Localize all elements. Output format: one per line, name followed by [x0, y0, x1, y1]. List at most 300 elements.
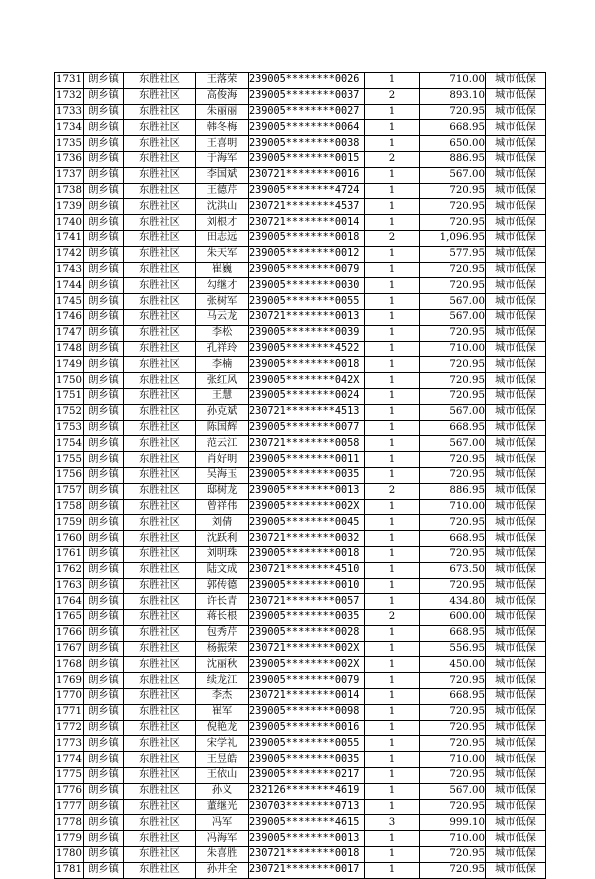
community-cell: 东胜社区: [124, 736, 196, 752]
id-number-cell: 239005********0018: [249, 546, 365, 562]
amount-cell: 556.95: [420, 641, 486, 657]
id-number-cell: 239005********0098: [249, 704, 365, 720]
township-cell: 朗乡镇: [84, 594, 124, 610]
assistance-type-cell: 城市低保: [486, 262, 546, 278]
household-size-cell: 2: [365, 483, 420, 499]
table-row: [55, 294, 546, 310]
assistance-type-cell: 城市低保: [486, 278, 546, 294]
row-number: 1773: [55, 736, 84, 752]
table-row: [55, 467, 546, 483]
name-cell: 孔祥玲: [196, 341, 249, 357]
table-row: [55, 309, 546, 325]
household-size-cell: 1: [365, 404, 420, 420]
assistance-type-cell: 城市低保: [486, 120, 546, 136]
row-number: 1762: [55, 562, 84, 578]
id-number-cell: 239005********0079: [249, 673, 365, 689]
table-row: [55, 831, 546, 847]
amount-cell: 567.00: [420, 167, 486, 183]
household-size-cell: 1: [365, 136, 420, 152]
roster-table: [54, 72, 546, 879]
township-cell: 朗乡镇: [84, 483, 124, 499]
household-size-cell: 1: [365, 199, 420, 215]
id-number-cell: 239005********0037: [249, 88, 365, 104]
table-row: [55, 783, 546, 799]
name-cell: 杨振荣: [196, 641, 249, 657]
amount-cell: 650.00: [420, 136, 486, 152]
community-cell: 东胜社区: [124, 278, 196, 294]
household-size-cell: 1: [365, 420, 420, 436]
name-cell: 孙克斌: [196, 404, 249, 420]
id-number-cell: 239005********0035: [249, 752, 365, 768]
community-cell: 东胜社区: [124, 309, 196, 325]
table-row: [55, 199, 546, 215]
id-number-cell: 230721********0058: [249, 436, 365, 452]
row-number: 1761: [55, 546, 84, 562]
community-cell: 东胜社区: [124, 136, 196, 152]
table-row: [55, 215, 546, 231]
household-size-cell: 1: [365, 309, 420, 325]
row-number: 1781: [55, 862, 84, 878]
township-cell: 朗乡镇: [84, 294, 124, 310]
assistance-type-cell: 城市低保: [486, 720, 546, 736]
amount-cell: 999.10: [420, 815, 486, 831]
community-cell: 东胜社区: [124, 199, 196, 215]
township-cell: 朗乡镇: [84, 783, 124, 799]
id-number-cell: 239005********0011: [249, 452, 365, 468]
community-cell: 东胜社区: [124, 294, 196, 310]
name-cell: 吴海玉: [196, 467, 249, 483]
assistance-type-cell: 城市低保: [486, 831, 546, 847]
household-size-cell: 1: [365, 452, 420, 468]
amount-cell: 567.00: [420, 783, 486, 799]
row-number: 1740: [55, 215, 84, 231]
name-cell: 王慧: [196, 388, 249, 404]
name-cell: 曾祥伟: [196, 499, 249, 515]
township-cell: 朗乡镇: [84, 199, 124, 215]
amount-cell: 886.95: [420, 483, 486, 499]
assistance-type-cell: 城市低保: [486, 610, 546, 626]
amount-cell: 886.95: [420, 151, 486, 167]
row-number: 1765: [55, 610, 84, 626]
row-number: 1752: [55, 404, 84, 420]
township-cell: 朗乡镇: [84, 136, 124, 152]
community-cell: 东胜社区: [124, 673, 196, 689]
id-number-cell: 239005********042X: [249, 373, 365, 389]
community-cell: 东胜社区: [124, 578, 196, 594]
township-cell: 朗乡镇: [84, 120, 124, 136]
household-size-cell: 1: [365, 594, 420, 610]
assistance-type-cell: 城市低保: [486, 420, 546, 436]
id-number-cell: 239005********0013: [249, 483, 365, 499]
row-number: 1746: [55, 309, 84, 325]
id-number-cell: 239005********4522: [249, 341, 365, 357]
table-row: [55, 420, 546, 436]
assistance-type-cell: 城市低保: [486, 578, 546, 594]
name-cell: 于海军: [196, 151, 249, 167]
name-cell: 邸树龙: [196, 483, 249, 499]
household-size-cell: 1: [365, 847, 420, 863]
table-row: [55, 531, 546, 547]
assistance-type-cell: 城市低保: [486, 815, 546, 831]
household-size-cell: 1: [365, 104, 420, 120]
amount-cell: 1,096.95: [420, 230, 486, 246]
table-row: [55, 546, 546, 562]
table-row: [55, 230, 546, 246]
household-size-cell: 1: [365, 515, 420, 531]
household-size-cell: 1: [365, 831, 420, 847]
community-cell: 东胜社区: [124, 610, 196, 626]
township-cell: 朗乡镇: [84, 230, 124, 246]
amount-cell: 567.00: [420, 436, 486, 452]
name-cell: 张红风: [196, 373, 249, 389]
household-size-cell: 1: [365, 657, 420, 673]
township-cell: 朗乡镇: [84, 262, 124, 278]
row-number: 1771: [55, 704, 84, 720]
township-cell: 朗乡镇: [84, 215, 124, 231]
row-number: 1758: [55, 499, 84, 515]
community-cell: 东胜社区: [124, 704, 196, 720]
table-row: [55, 357, 546, 373]
id-number-cell: 239005********0028: [249, 625, 365, 641]
row-number: 1756: [55, 467, 84, 483]
table-row: [55, 246, 546, 262]
household-size-cell: 1: [365, 373, 420, 389]
name-cell: 董继光: [196, 799, 249, 815]
amount-cell: 720.95: [420, 546, 486, 562]
row-number: 1766: [55, 625, 84, 641]
township-cell: 朗乡镇: [84, 183, 124, 199]
assistance-type-cell: 城市低保: [486, 657, 546, 673]
community-cell: 东胜社区: [124, 594, 196, 610]
id-number-cell: 239005********0026: [249, 73, 365, 89]
id-number-cell: 230721********0013: [249, 309, 365, 325]
household-size-cell: 1: [365, 752, 420, 768]
assistance-type-cell: 城市低保: [486, 531, 546, 547]
community-cell: 东胜社区: [124, 499, 196, 515]
amount-cell: 668.95: [420, 689, 486, 705]
id-number-cell: 239005********0010: [249, 578, 365, 594]
township-cell: 朗乡镇: [84, 704, 124, 720]
township-cell: 朗乡镇: [84, 278, 124, 294]
community-cell: 东胜社区: [124, 373, 196, 389]
township-cell: 朗乡镇: [84, 815, 124, 831]
township-cell: 朗乡镇: [84, 325, 124, 341]
amount-cell: 577.95: [420, 246, 486, 262]
household-size-cell: 1: [365, 546, 420, 562]
community-cell: 东胜社区: [124, 436, 196, 452]
name-cell: 沈跃利: [196, 531, 249, 547]
name-cell: 肖好明: [196, 452, 249, 468]
township-cell: 朗乡镇: [84, 657, 124, 673]
table-row: [55, 847, 546, 863]
id-number-cell: 230721********0016: [249, 167, 365, 183]
amount-cell: 668.95: [420, 420, 486, 436]
assistance-type-cell: 城市低保: [486, 136, 546, 152]
amount-cell: 720.95: [420, 768, 486, 784]
id-number-cell: 239005********0018: [249, 357, 365, 373]
assistance-type-cell: 城市低保: [486, 546, 546, 562]
township-cell: 朗乡镇: [84, 88, 124, 104]
row-number: 1779: [55, 831, 84, 847]
id-number-cell: 239005********0027: [249, 104, 365, 120]
table-row: [55, 452, 546, 468]
name-cell: 朱天军: [196, 246, 249, 262]
household-size-cell: 1: [365, 562, 420, 578]
row-number: 1768: [55, 657, 84, 673]
id-number-cell: 239005********0016: [249, 720, 365, 736]
amount-cell: 720.95: [420, 262, 486, 278]
amount-cell: 720.95: [420, 673, 486, 689]
table-row: [55, 562, 546, 578]
assistance-type-cell: 城市低保: [486, 246, 546, 262]
table-row: [55, 641, 546, 657]
community-cell: 东胜社区: [124, 752, 196, 768]
row-number: 1776: [55, 783, 84, 799]
assistance-type-cell: 城市低保: [486, 467, 546, 483]
township-cell: 朗乡镇: [84, 847, 124, 863]
community-cell: 东胜社区: [124, 262, 196, 278]
assistance-type-cell: 城市低保: [486, 641, 546, 657]
row-number: 1763: [55, 578, 84, 594]
township-cell: 朗乡镇: [84, 499, 124, 515]
township-cell: 朗乡镇: [84, 689, 124, 705]
assistance-type-cell: 城市低保: [486, 483, 546, 499]
table-row: [55, 515, 546, 531]
table-row: [55, 657, 546, 673]
township-cell: 朗乡镇: [84, 467, 124, 483]
row-number: 1755: [55, 452, 84, 468]
name-cell: 倪艳龙: [196, 720, 249, 736]
table-row: [55, 404, 546, 420]
row-number: 1747: [55, 325, 84, 341]
township-cell: 朗乡镇: [84, 641, 124, 657]
row-number: 1745: [55, 294, 84, 310]
table-row: [55, 815, 546, 831]
name-cell: 刘明珠: [196, 546, 249, 562]
community-cell: 东胜社区: [124, 546, 196, 562]
assistance-type-cell: 城市低保: [486, 341, 546, 357]
id-number-cell: 230721********4513: [249, 404, 365, 420]
township-cell: 朗乡镇: [84, 831, 124, 847]
community-cell: 东胜社区: [124, 815, 196, 831]
household-size-cell: 2: [365, 230, 420, 246]
community-cell: 东胜社区: [124, 246, 196, 262]
township-cell: 朗乡镇: [84, 546, 124, 562]
row-number: 1750: [55, 373, 84, 389]
table-row: [55, 673, 546, 689]
community-cell: 东胜社区: [124, 120, 196, 136]
assistance-type-cell: 城市低保: [486, 499, 546, 515]
id-number-cell: 239005********0055: [249, 736, 365, 752]
id-number-cell: 239005********0217: [249, 768, 365, 784]
household-size-cell: 1: [365, 388, 420, 404]
township-cell: 朗乡镇: [84, 862, 124, 878]
id-number-cell: 239005********0064: [249, 120, 365, 136]
household-size-cell: 1: [365, 183, 420, 199]
name-cell: 崔巍: [196, 262, 249, 278]
community-cell: 东胜社区: [124, 452, 196, 468]
amount-cell: 450.00: [420, 657, 486, 673]
township-cell: 朗乡镇: [84, 341, 124, 357]
amount-cell: 720.95: [420, 862, 486, 878]
assistance-type-cell: 城市低保: [486, 151, 546, 167]
table-row: [55, 625, 546, 641]
amount-cell: 600.00: [420, 610, 486, 626]
amount-cell: 434.80: [420, 594, 486, 610]
name-cell: 李杰: [196, 689, 249, 705]
id-number-cell: 230721********002X: [249, 641, 365, 657]
amount-cell: 720.95: [420, 799, 486, 815]
amount-cell: 720.95: [420, 325, 486, 341]
assistance-type-cell: 城市低保: [486, 167, 546, 183]
township-cell: 朗乡镇: [84, 768, 124, 784]
community-cell: 东胜社区: [124, 88, 196, 104]
name-cell: 陆文成: [196, 562, 249, 578]
id-number-cell: 239005********0035: [249, 610, 365, 626]
name-cell: 朱喜胜: [196, 847, 249, 863]
amount-cell: 567.00: [420, 294, 486, 310]
township-cell: 朗乡镇: [84, 736, 124, 752]
id-number-cell: 239005********0018: [249, 230, 365, 246]
assistance-type-cell: 城市低保: [486, 373, 546, 389]
table-row: [55, 136, 546, 152]
table-row: [55, 768, 546, 784]
table-row: [55, 183, 546, 199]
township-cell: 朗乡镇: [84, 151, 124, 167]
name-cell: 许长青: [196, 594, 249, 610]
name-cell: 续龙江: [196, 673, 249, 689]
name-cell: 刘根才: [196, 215, 249, 231]
household-size-cell: 1: [365, 341, 420, 357]
household-size-cell: 1: [365, 625, 420, 641]
assistance-type-cell: 城市低保: [486, 309, 546, 325]
assistance-type-cell: 城市低保: [486, 104, 546, 120]
id-number-cell: 230721********0014: [249, 689, 365, 705]
name-cell: 沈洪山: [196, 199, 249, 215]
table-row: [55, 278, 546, 294]
amount-cell: 668.95: [420, 625, 486, 641]
assistance-type-cell: 城市低保: [486, 847, 546, 863]
id-number-cell: 239005********0055: [249, 294, 365, 310]
household-size-cell: 1: [365, 578, 420, 594]
name-cell: 包秀芹: [196, 625, 249, 641]
household-size-cell: 1: [365, 799, 420, 815]
table-row: [55, 704, 546, 720]
household-size-cell: 1: [365, 704, 420, 720]
row-number: 1733: [55, 104, 84, 120]
name-cell: 王德芹: [196, 183, 249, 199]
name-cell: 陈国辉: [196, 420, 249, 436]
township-cell: 朗乡镇: [84, 578, 124, 594]
assistance-type-cell: 城市低保: [486, 215, 546, 231]
assistance-type-cell: 城市低保: [486, 783, 546, 799]
amount-cell: 710.00: [420, 831, 486, 847]
township-cell: 朗乡镇: [84, 625, 124, 641]
household-size-cell: 1: [365, 641, 420, 657]
household-size-cell: 1: [365, 862, 420, 878]
amount-cell: 720.95: [420, 388, 486, 404]
name-cell: 王落荣: [196, 73, 249, 89]
community-cell: 东胜社区: [124, 831, 196, 847]
amount-cell: 720.95: [420, 199, 486, 215]
id-number-cell: 239005********0015: [249, 151, 365, 167]
community-cell: 东胜社区: [124, 357, 196, 373]
household-size-cell: 1: [365, 673, 420, 689]
township-cell: 朗乡镇: [84, 420, 124, 436]
amount-cell: 720.95: [420, 467, 486, 483]
amount-cell: 720.95: [420, 357, 486, 373]
id-number-cell: 239005********0079: [249, 262, 365, 278]
assistance-type-cell: 城市低保: [486, 689, 546, 705]
name-cell: 冯海军: [196, 831, 249, 847]
row-number: 1734: [55, 120, 84, 136]
township-cell: 朗乡镇: [84, 436, 124, 452]
household-size-cell: 1: [365, 246, 420, 262]
household-size-cell: 1: [365, 531, 420, 547]
township-cell: 朗乡镇: [84, 388, 124, 404]
name-cell: 冯军: [196, 815, 249, 831]
township-cell: 朗乡镇: [84, 799, 124, 815]
household-size-cell: 1: [365, 167, 420, 183]
community-cell: 东胜社区: [124, 215, 196, 231]
assistance-type-cell: 城市低保: [486, 230, 546, 246]
household-size-cell: 1: [365, 325, 420, 341]
assistance-type-cell: 城市低保: [486, 594, 546, 610]
name-cell: 高俊海: [196, 88, 249, 104]
community-cell: 东胜社区: [124, 183, 196, 199]
township-cell: 朗乡镇: [84, 246, 124, 262]
community-cell: 东胜社区: [124, 799, 196, 815]
household-size-cell: 1: [365, 215, 420, 231]
table-row: [55, 799, 546, 815]
assistance-type-cell: 城市低保: [486, 704, 546, 720]
name-cell: 田志远: [196, 230, 249, 246]
row-number: 1767: [55, 641, 84, 657]
community-cell: 东胜社区: [124, 768, 196, 784]
name-cell: 孙井全: [196, 862, 249, 878]
community-cell: 东胜社区: [124, 862, 196, 878]
assistance-type-cell: 城市低保: [486, 452, 546, 468]
amount-cell: 893.10: [420, 88, 486, 104]
household-size-cell: 1: [365, 262, 420, 278]
table-row: [55, 720, 546, 736]
id-number-cell: 230721********0017: [249, 862, 365, 878]
name-cell: 李楠: [196, 357, 249, 373]
community-cell: 东胜社区: [124, 847, 196, 863]
id-number-cell: 232126********4619: [249, 783, 365, 799]
assistance-type-cell: 城市低保: [486, 73, 546, 89]
amount-cell: 720.95: [420, 278, 486, 294]
township-cell: 朗乡镇: [84, 104, 124, 120]
household-size-cell: 1: [365, 783, 420, 799]
row-number: 1760: [55, 531, 84, 547]
assistance-type-cell: 城市低保: [486, 199, 546, 215]
amount-cell: 668.95: [420, 531, 486, 547]
row-number: 1754: [55, 436, 84, 452]
id-number-cell: 230721********0032: [249, 531, 365, 547]
id-number-cell: 230721********4510: [249, 562, 365, 578]
row-number: 1778: [55, 815, 84, 831]
assistance-type-cell: 城市低保: [486, 515, 546, 531]
table-row: [55, 862, 546, 878]
table-row: [55, 325, 546, 341]
township-cell: 朗乡镇: [84, 452, 124, 468]
assistance-type-cell: 城市低保: [486, 625, 546, 641]
township-cell: 朗乡镇: [84, 752, 124, 768]
id-number-cell: 239005********4615: [249, 815, 365, 831]
table-row: [55, 373, 546, 389]
assistance-type-cell: 城市低保: [486, 673, 546, 689]
